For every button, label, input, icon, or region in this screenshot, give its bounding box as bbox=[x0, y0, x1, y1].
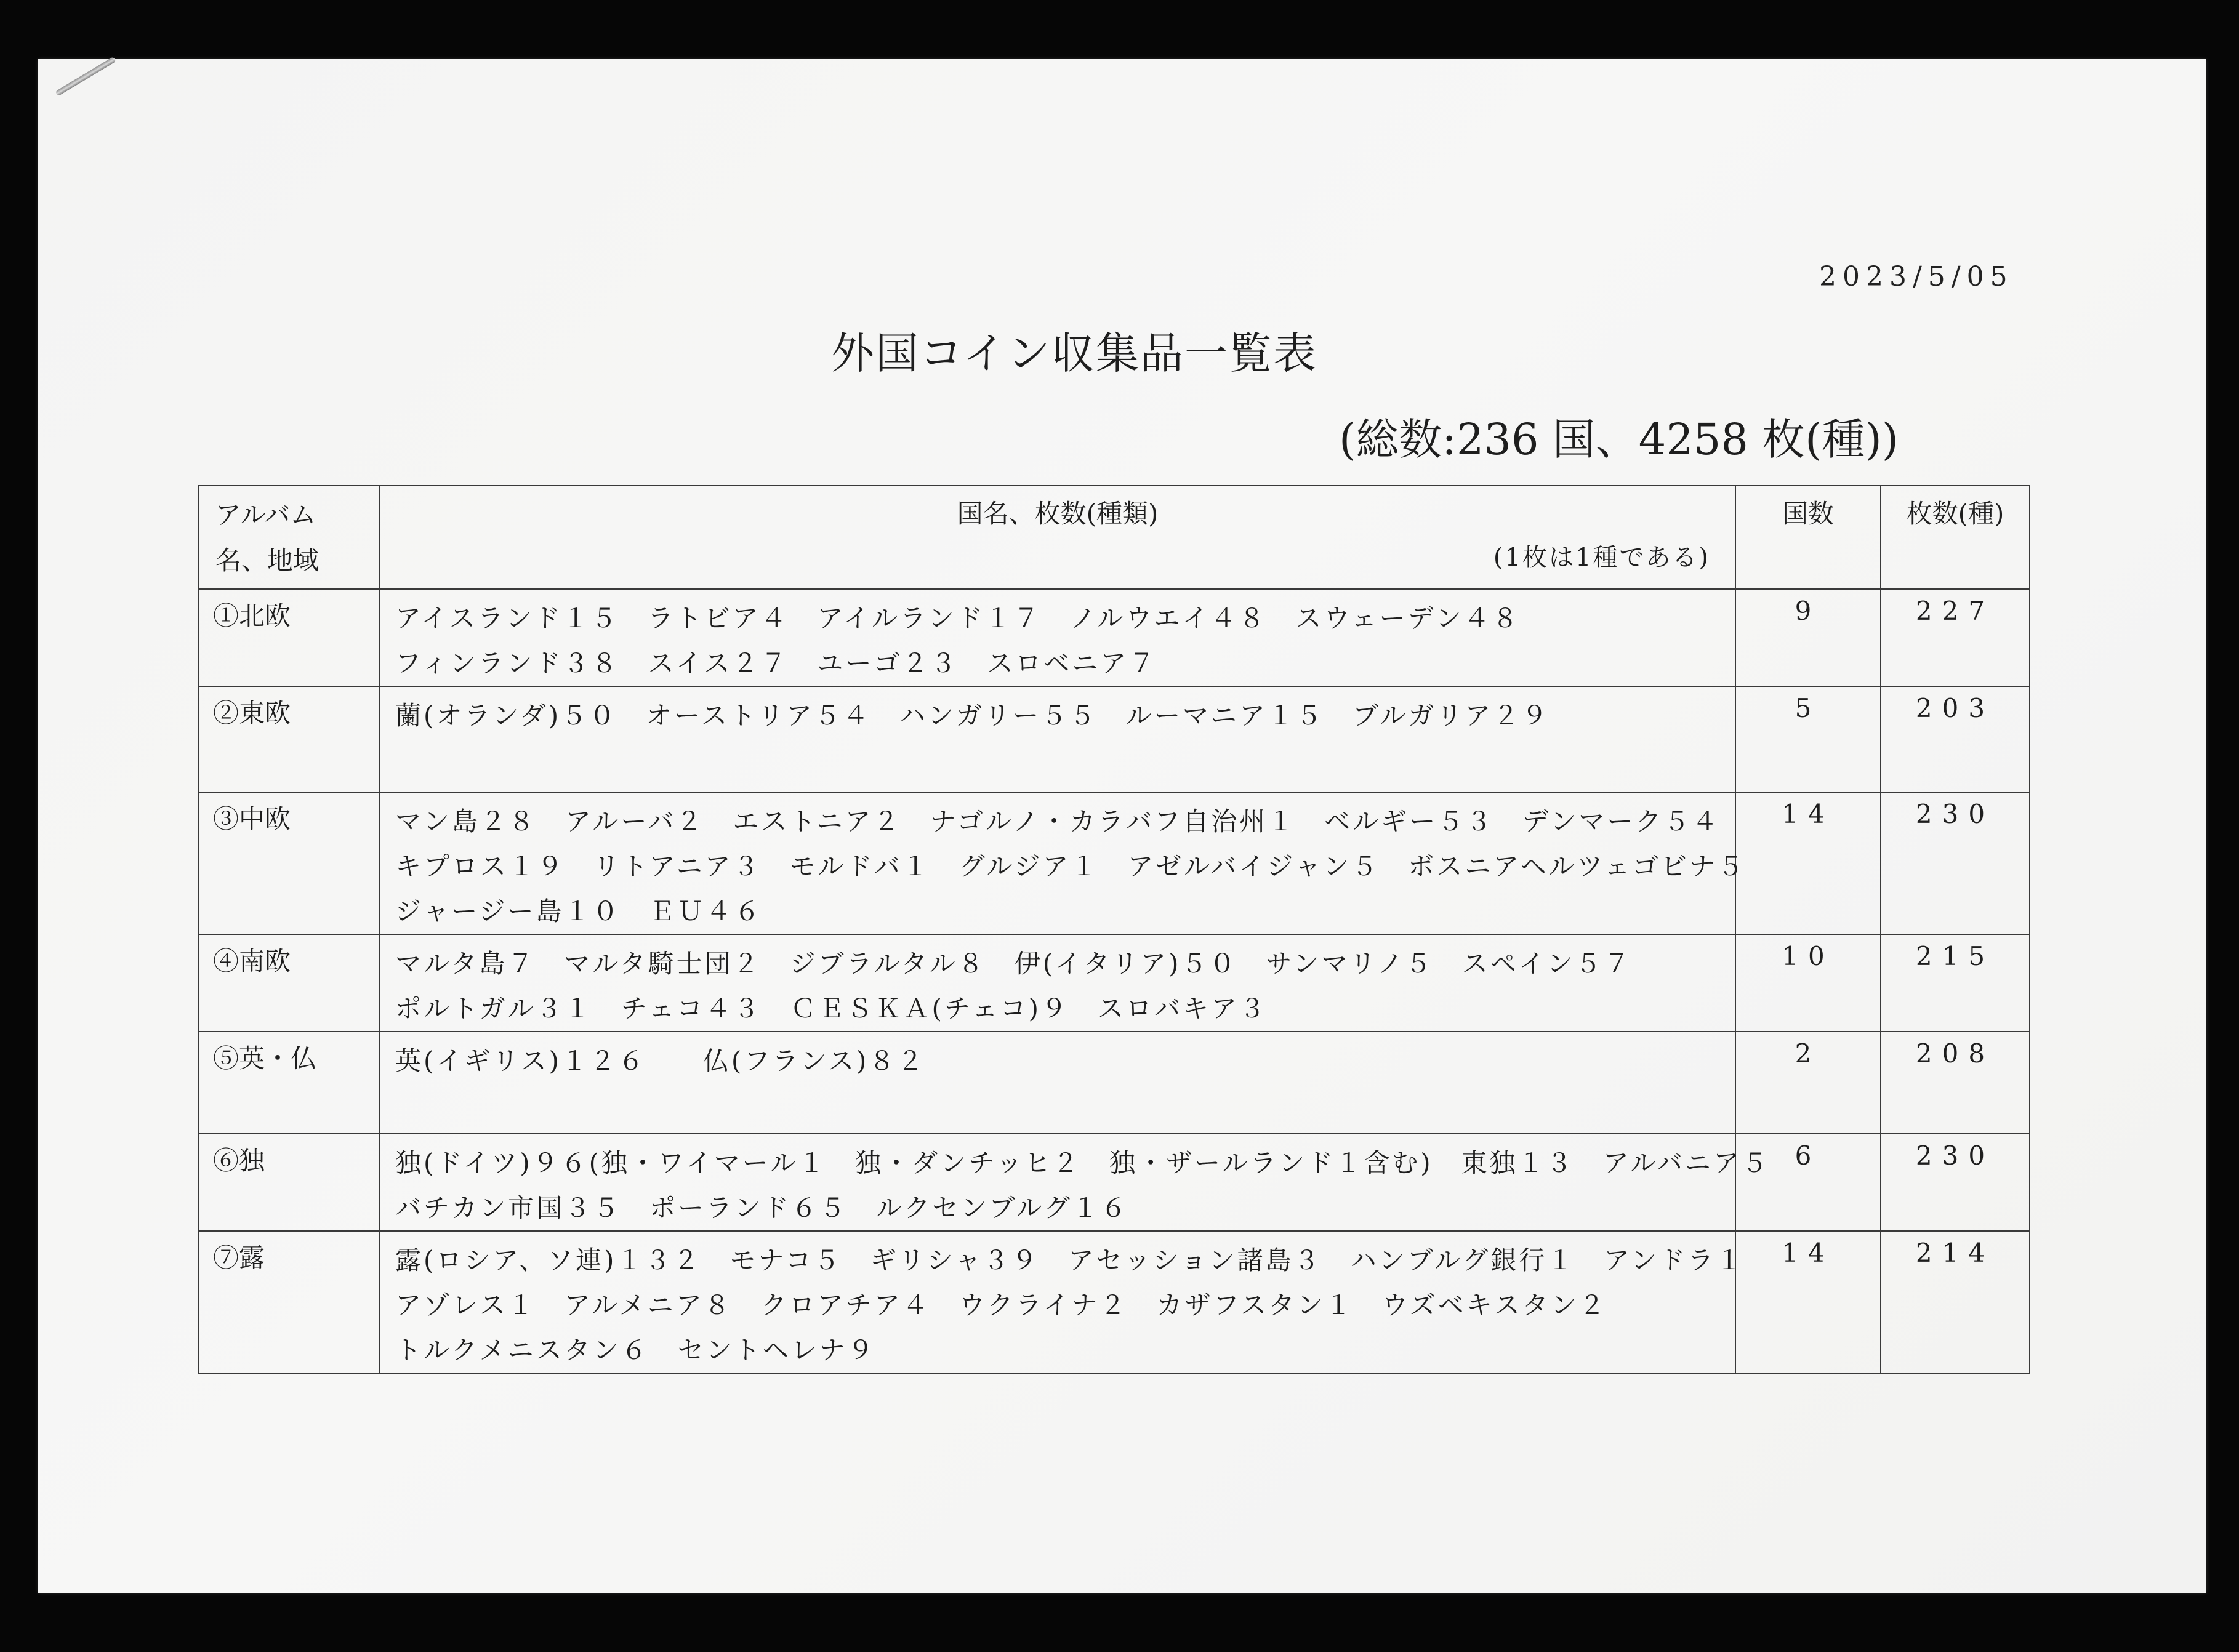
country-line: 露(ロシア、ソ連)１３２ モナコ５ ギリシャ３９ アセッション諸島３ ハンブルグ銀行１ アンドラ１ bbox=[395, 1245, 1745, 1275]
country-line: 英(イギリス)１２６ 仏(フランス)８２ bbox=[395, 1046, 926, 1076]
collection-summary: (総数:236 国、4258 枚(種)) bbox=[1339, 414, 1899, 465]
table-row bbox=[199, 934, 2030, 1032]
header-region-line1: アルバム bbox=[215, 500, 316, 530]
country-count-cell: 5 bbox=[1735, 686, 1881, 792]
country-list-cell bbox=[380, 1231, 1745, 1373]
header-country-count: 国数 bbox=[1735, 486, 1881, 589]
region-cell: ⑥独 bbox=[199, 1134, 380, 1231]
country-count-cell: 14 bbox=[1735, 792, 1881, 934]
coin-total-cell: 214 bbox=[1881, 1231, 2030, 1373]
coin-total-cell: 215 bbox=[1881, 934, 2030, 1032]
table-row bbox=[199, 1032, 2030, 1134]
country-count-cell: 6 bbox=[1735, 1134, 1881, 1231]
country-list-cell bbox=[380, 589, 1735, 686]
table-row bbox=[199, 1134, 2030, 1231]
coin-total-cell: 227 bbox=[1881, 589, 2030, 686]
region-cell: ④南欧 bbox=[199, 934, 380, 1032]
table-row bbox=[199, 1231, 2030, 1373]
country-list-cell bbox=[380, 686, 1735, 792]
country-list-cell bbox=[380, 934, 1735, 1032]
coin-total-cell: 208 bbox=[1881, 1032, 2030, 1134]
header-region-line2: 名、地域 bbox=[215, 545, 320, 575]
coin-total-cell: 203 bbox=[1881, 686, 2030, 792]
country-line: アイスランド１５ ラトビア４ アイルランド１７ ノルウエイ４８ スウェーデン４８ bbox=[395, 603, 1521, 633]
region-cell: ⑦露 bbox=[199, 1231, 380, 1373]
region-cell: ③中欧 bbox=[199, 792, 380, 934]
document-title: 外国コイン収集品一覧表 bbox=[831, 328, 1317, 379]
country-count-cell: 14 bbox=[1735, 1231, 1881, 1373]
country-line: マン島２８ アルーバ２ エストニア２ ナゴルノ・カラバフ自治州１ ベルギー５３ デンマーク５４ bbox=[395, 806, 1721, 836]
country-line: マルタ島７ マルタ騎士団２ ジブラルタル８ 伊(イタリア)５０ サンマリノ５ スペイン５７ bbox=[395, 948, 1632, 979]
country-count-cell: 10 bbox=[1735, 934, 1881, 1032]
header-country-list bbox=[380, 486, 1735, 589]
country-count-cell: 2 bbox=[1735, 1032, 1881, 1134]
country-list-cell bbox=[380, 792, 1746, 934]
country-count-cell: 9 bbox=[1735, 589, 1881, 686]
region-cell: ②東欧 bbox=[199, 686, 380, 792]
header-coin-total: 枚数(種) bbox=[1881, 486, 2030, 589]
country-line: 独(ドイツ)９６(独・ワイマール１ 独・ダンチッヒ２ 独・ザールランド１含む) 東独１３ アルバニア５ bbox=[395, 1148, 1771, 1178]
coin-total-cell: 230 bbox=[1881, 1134, 2030, 1231]
country-list-cell bbox=[380, 1032, 1735, 1134]
document-date: 2023/5/05 bbox=[1819, 261, 2014, 292]
country-line: アゾレス１ アルメニア８ クロアチア４ ウクライナ２ カザフスタン１ ウズベキスタン２ bbox=[395, 1290, 1607, 1320]
header-list-note: (1枚は1種である) bbox=[1493, 543, 1710, 572]
header-album-region bbox=[199, 486, 380, 589]
country-line: ジャージー島１０ ＥＵ４６ bbox=[395, 896, 763, 926]
country-line: トルクメニスタン６ セントヘレナ９ bbox=[395, 1335, 876, 1365]
country-line: キプロス１９ リトアニア３ モルドバ１ グルジア１ アゼルバイジャン５ ボスニアヘルツェゴビナ５ bbox=[395, 851, 1746, 881]
country-line: 蘭(オランダ)５０ オーストリア５４ ハンガリー５５ ルーマニア１５ ブルガリア２９ bbox=[395, 700, 1550, 731]
coin-collection-table bbox=[198, 485, 2030, 1374]
country-list-cell bbox=[380, 1134, 1771, 1231]
coin-total-cell: 230 bbox=[1881, 792, 2030, 934]
region-cell: ①北欧 bbox=[199, 589, 380, 686]
country-line: フィンランド３８ スイス２７ ユーゴ２３ スロベニア７ bbox=[395, 648, 1157, 678]
country-line: バチカン市国３５ ポーランド６５ ルクセンブルグ１６ bbox=[395, 1193, 1129, 1223]
region-cell: ⑤英・仏 bbox=[199, 1032, 380, 1134]
table-header-row bbox=[199, 486, 2030, 589]
table-row bbox=[199, 686, 2030, 792]
header-list-label: 国名、枚数(種類) bbox=[957, 499, 1159, 529]
table-row bbox=[199, 589, 2030, 686]
country-line: ポルトガル３１ チェコ４３ ＣＥＳＫＡ(チェコ)９ スロバキア３ bbox=[395, 993, 1268, 1024]
table-row bbox=[199, 792, 2030, 934]
